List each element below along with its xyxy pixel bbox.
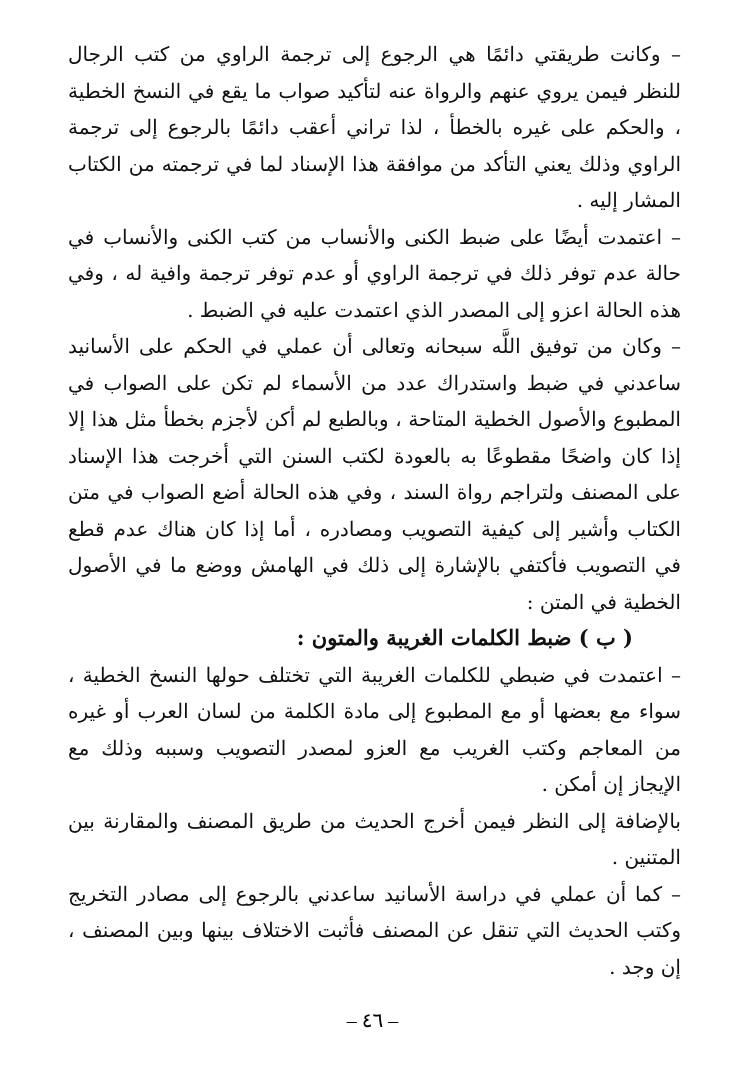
paragraph-takhrij-sources: – كما أن عملي في دراسة الأسانيد ساعدني بالرجوع إلى مصادر التخريج وكتب الحديث التي تنقل عن المصنف فأثبت الاختلاف بينها وبين المصنف ، إن وجد . (68, 881, 681, 979)
page-number: – ٤٦ – (346, 1010, 399, 1032)
paragraph-name-corrections: – وكان من توفيق اللَّه سبحانه وتعالى أن عملي في الحكم على الأسانيد ساعدني في ضبط واستدراك عدد من الأسماء لم تكن على الصواب في المطبوع والأصول الخطية المتاحة ، وبالطبع لم أكن لأجزم بخطأ مثل هذا إلا إذا كان واضحًا مقطوعًا به بالعودة لكتب السنن التي أخرجت هذا الإسناد على المصنف ولتراجم رواة السند ، وفي هذه الحالة أضع الصواب في متن الكتاب وأشير إلى كيفية التصويب ومصادره ، أما إذا كان هناك عدم قطع في التصويب فأكتفي بالإشارة إلى ذلك في الهامش ووضع ما في الأصول الخطية في المتن : (68, 334, 681, 614)
section-heading: ( ب ) ضبط الكلمات الغريبة والمتون : (296, 625, 633, 650)
paragraph-rare-words: – اعتمدت في ضبطي للكلمات الغريبة التي تختلف حولها النسخ الخطية ، سواء مع بعضها أو مع المطبوع إلى مادة الكلمة من لسان العرب أو غيره من المعاجم وكتب الغريب مع العزو لمصدر التصويب وسببه وذلك مع الإيجاز إن أمكن . (68, 662, 681, 796)
paragraph-narrator-biography-method: – وكانت طريقتي دائمًا هي الرجوع إلى ترجمة الراوي من كتب الرجال للنظر فيمن يروي عنهم والرواة عنه لتأكيد صواب ما يقع في النسخ الخطية ، والحكم على غيره بالخطأ ، لذا تراني أعقب دائمًا بالرجوع إلى ترجمة الراوي وذلك يعني التأكد من موافقة هذا الإسناد لما في ترجمته من الكتاب المشار إليه . (68, 42, 681, 212)
paragraph-kunya-genealogy: – اعتمدت أيضًا على ضبط الكنى والأنساب من كتب الكنى والأنساب في حالة عدم توفر ذلك في ترجمة الراوي أو عدم توفر ترجمة وافية له ، وفي هذه الحالة اعزو إلى المصدر الذي اعتمدت عليه في الضبط . (68, 224, 681, 322)
paragraph-text-comparison: بالإضافة إلى النظر فيمن أخرج الحديث من طريق المصنف والمقارنة بين المتنين . (68, 808, 681, 869)
